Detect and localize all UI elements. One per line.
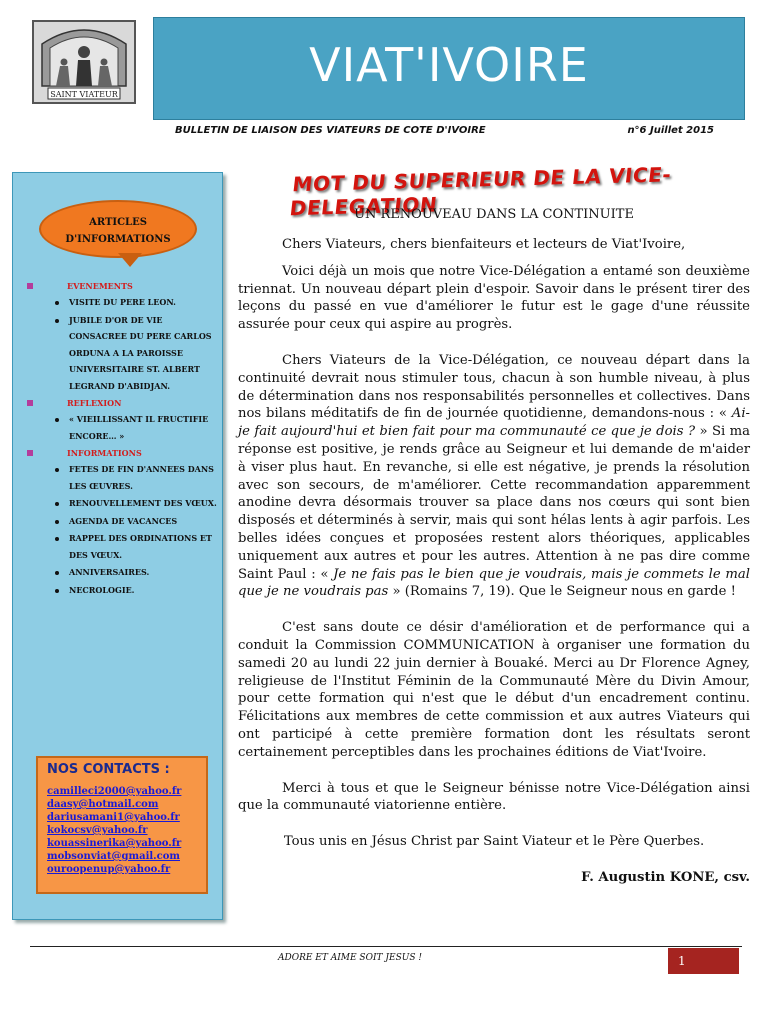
toc-section-reflexion[interactable]: REFLEXION <box>21 395 217 411</box>
bullet-dot-icon <box>55 537 59 541</box>
greeting: Chers Viateurs, chers bienfaiteurs et lecteurs de Viat'Ivoire, <box>282 237 686 252</box>
bullet-dot-icon <box>55 468 59 472</box>
closing-line: Tous unis en Jésus Christ par Saint Viateur et le Père Querbes. <box>283 834 705 850</box>
contact-email-link[interactable]: kouassinerika@yahoo.fr <box>47 838 182 849</box>
quote-1: Ai-je fait aujourd'hui et bien fait pour ma communauté ce que je dois ? <box>238 406 750 440</box>
footer-motto: ADORE ET AIME SOIT JESUS ! <box>278 953 422 963</box>
toc-item[interactable]: JUBILE D'OR DE VIE CONSACREE DU PERE CARLOS ORDUNA A LA PAROISSE UNIVERSITAIRE ST. ALBERT LEGRAND D'ABIDJAN. <box>21 312 217 395</box>
quote-2: Je ne fais pas le bien que je voudrais, mais je commets le mal que je ne voudrais pas <box>238 566 750 600</box>
toc-item[interactable]: NECROLOGIE. <box>21 582 217 599</box>
article-subheading: UN RENOUVEAU DANS LA CONTINUITE <box>354 207 634 222</box>
toc-item[interactable]: RENOUVELLEMENT DES VŒUX. <box>21 495 217 512</box>
bullet-dot-icon <box>55 301 59 305</box>
article-body <box>238 236 750 905</box>
toc-section-evenements[interactable]: EVENEMENTS <box>21 278 217 294</box>
contact-email-link[interactable]: ouroopenup@yahoo.fr <box>47 864 171 875</box>
issue-label: n°6 Juillet 2015 <box>627 125 714 136</box>
paragraph-4: Merci à tous et que le Seigneur bénisse notre Vice-Délégation ainsi que la communauté viatorienne entière. <box>238 780 750 814</box>
toc-item[interactable]: ANNIVERSAIRES. <box>21 564 217 581</box>
page-number: 1 <box>668 948 739 974</box>
bubble-title-line2: D'INFORMATIONS <box>65 234 171 245</box>
bullet-square-icon <box>27 283 33 289</box>
toc-item[interactable]: « VIEILLISSANT IL FRUCTIFIE ENCORE… » <box>21 411 217 444</box>
bullet-dot-icon <box>55 520 59 524</box>
contacts-box <box>36 756 208 894</box>
table-of-contents <box>21 278 217 599</box>
logo-caption: SAINT VIATEUR <box>50 90 118 99</box>
newsletter-subtitle: BULLETIN DE LIAISON DES VIATEURS DE COTE D'IVOIRE <box>175 125 486 136</box>
toc-item[interactable]: VISITE DU PERE LEON. <box>21 294 217 311</box>
toc-item[interactable]: RAPPEL DES ORDINATIONS ET DES VŒUX. <box>21 530 217 563</box>
bullet-dot-icon <box>55 589 59 593</box>
bullet-square-icon <box>27 400 33 406</box>
contact-email-link[interactable]: dariusamani1@yahoo.fr <box>47 812 180 823</box>
articles-bubble <box>39 200 197 258</box>
bullet-dot-icon <box>55 319 59 323</box>
contact-email-link[interactable]: mobsonviat@gmail.com <box>47 851 180 862</box>
contact-email-link[interactable]: kokocsv@yahoo.fr <box>47 825 148 836</box>
bullet-dot-icon <box>55 418 59 422</box>
saint-viateur-logo <box>32 20 136 104</box>
bubble-tail <box>118 253 142 267</box>
bubble-title-line1: ARTICLES <box>89 217 147 228</box>
paragraph-1: Voici déjà un mois que notre Vice-Délégation a entamé son deuxième triennat. Un nouveau départ plein d'espoir. Savoir dans le présent tirer des leçons du passé en vue d'améliorer le futur est le gage d'une réussite assurée pour ceux qui aspire au progrès. <box>238 263 750 333</box>
paragraph-3: C'est sans doute ce désir d'amélioration et de performance qui a conduit la Commission COMMUNICATION à organiser une formation du samedi 20 au lundi 22 juin dernier à Bouaké. Merci au Dr Florence Agney, religieuse de l'Institut Féminin de la Communauté Mère du Divin Amour, pour cette formation qui n'est que le début d'un encadrement continu. Félicitations aux membres de cette commission et aux autres Viateurs qui ont participé à cette première formation dont les résultats seront certainement perceptibles dans les prochaines éditions de Viat'Ivoire. <box>238 620 750 760</box>
masthead-banner <box>153 17 745 120</box>
toc-section-informations[interactable]: INFORMATIONS <box>21 445 217 461</box>
contact-email-link[interactable]: camilleci2000@yahoo.fr <box>47 786 182 797</box>
paragraph-2: Chers Viateurs de la Vice-Délégation, ce nouveau départ dans la continuité devrait nous stimuler tous, chacun à son humble niveau, à plus de détermination dans nos responsabilités personnelles et collectives. Dans nos bilans méditatifs de fin de journée quotidienne, demandons-nous : « Ai-je fait aujourd'hui et bien fait pour ma communauté ce que je dois ? » Si ma réponse est positive, je rends grâce au Seigneur et lui demande de m'aider à viser plus haut. En revanche, si elle est négative, je prends la résolution avec son secours, de m'améliorer. Cette recommandation apparemment anodine devra désormais trouver sa place dans nos cœurs qui sont bien disposés et déterminés à servir, mais qui sont hélas lents à agir parfois. Les belles idées conçues et proposées restent alors théoriques, applicables uniquement aux autres et pour les autres. Attention à ne pas dire comme Saint Paul : « Je ne fais pas le bien que je voudrais, mais je commets le mal que je ne voudrais pas » (Romains 7, 19). Que le Seigneur nous en garde ! <box>238 352 751 600</box>
contacts-title: NOS CONTACTS : <box>47 762 170 777</box>
article-heading: MOT DU SUPERIEUR DE LA VICE-DELEGATION <box>288 162 673 221</box>
bullet-dot-icon <box>55 502 59 506</box>
signature: F. Augustin KONE, csv. <box>581 869 750 885</box>
toc-item[interactable]: AGENDA DE VACANCES <box>21 513 217 530</box>
contact-email-link[interactable]: daasy@hotmail.com <box>47 799 159 810</box>
sidebar <box>12 172 223 920</box>
bullet-square-icon <box>27 450 33 456</box>
toc-item[interactable]: FETES DE FIN D'ANNEES DANS LES ŒUVRES. <box>21 461 217 494</box>
newsletter-title: VIAT'IVOIRE <box>309 38 589 92</box>
footer-divider <box>30 946 742 947</box>
bullet-dot-icon <box>55 571 59 575</box>
